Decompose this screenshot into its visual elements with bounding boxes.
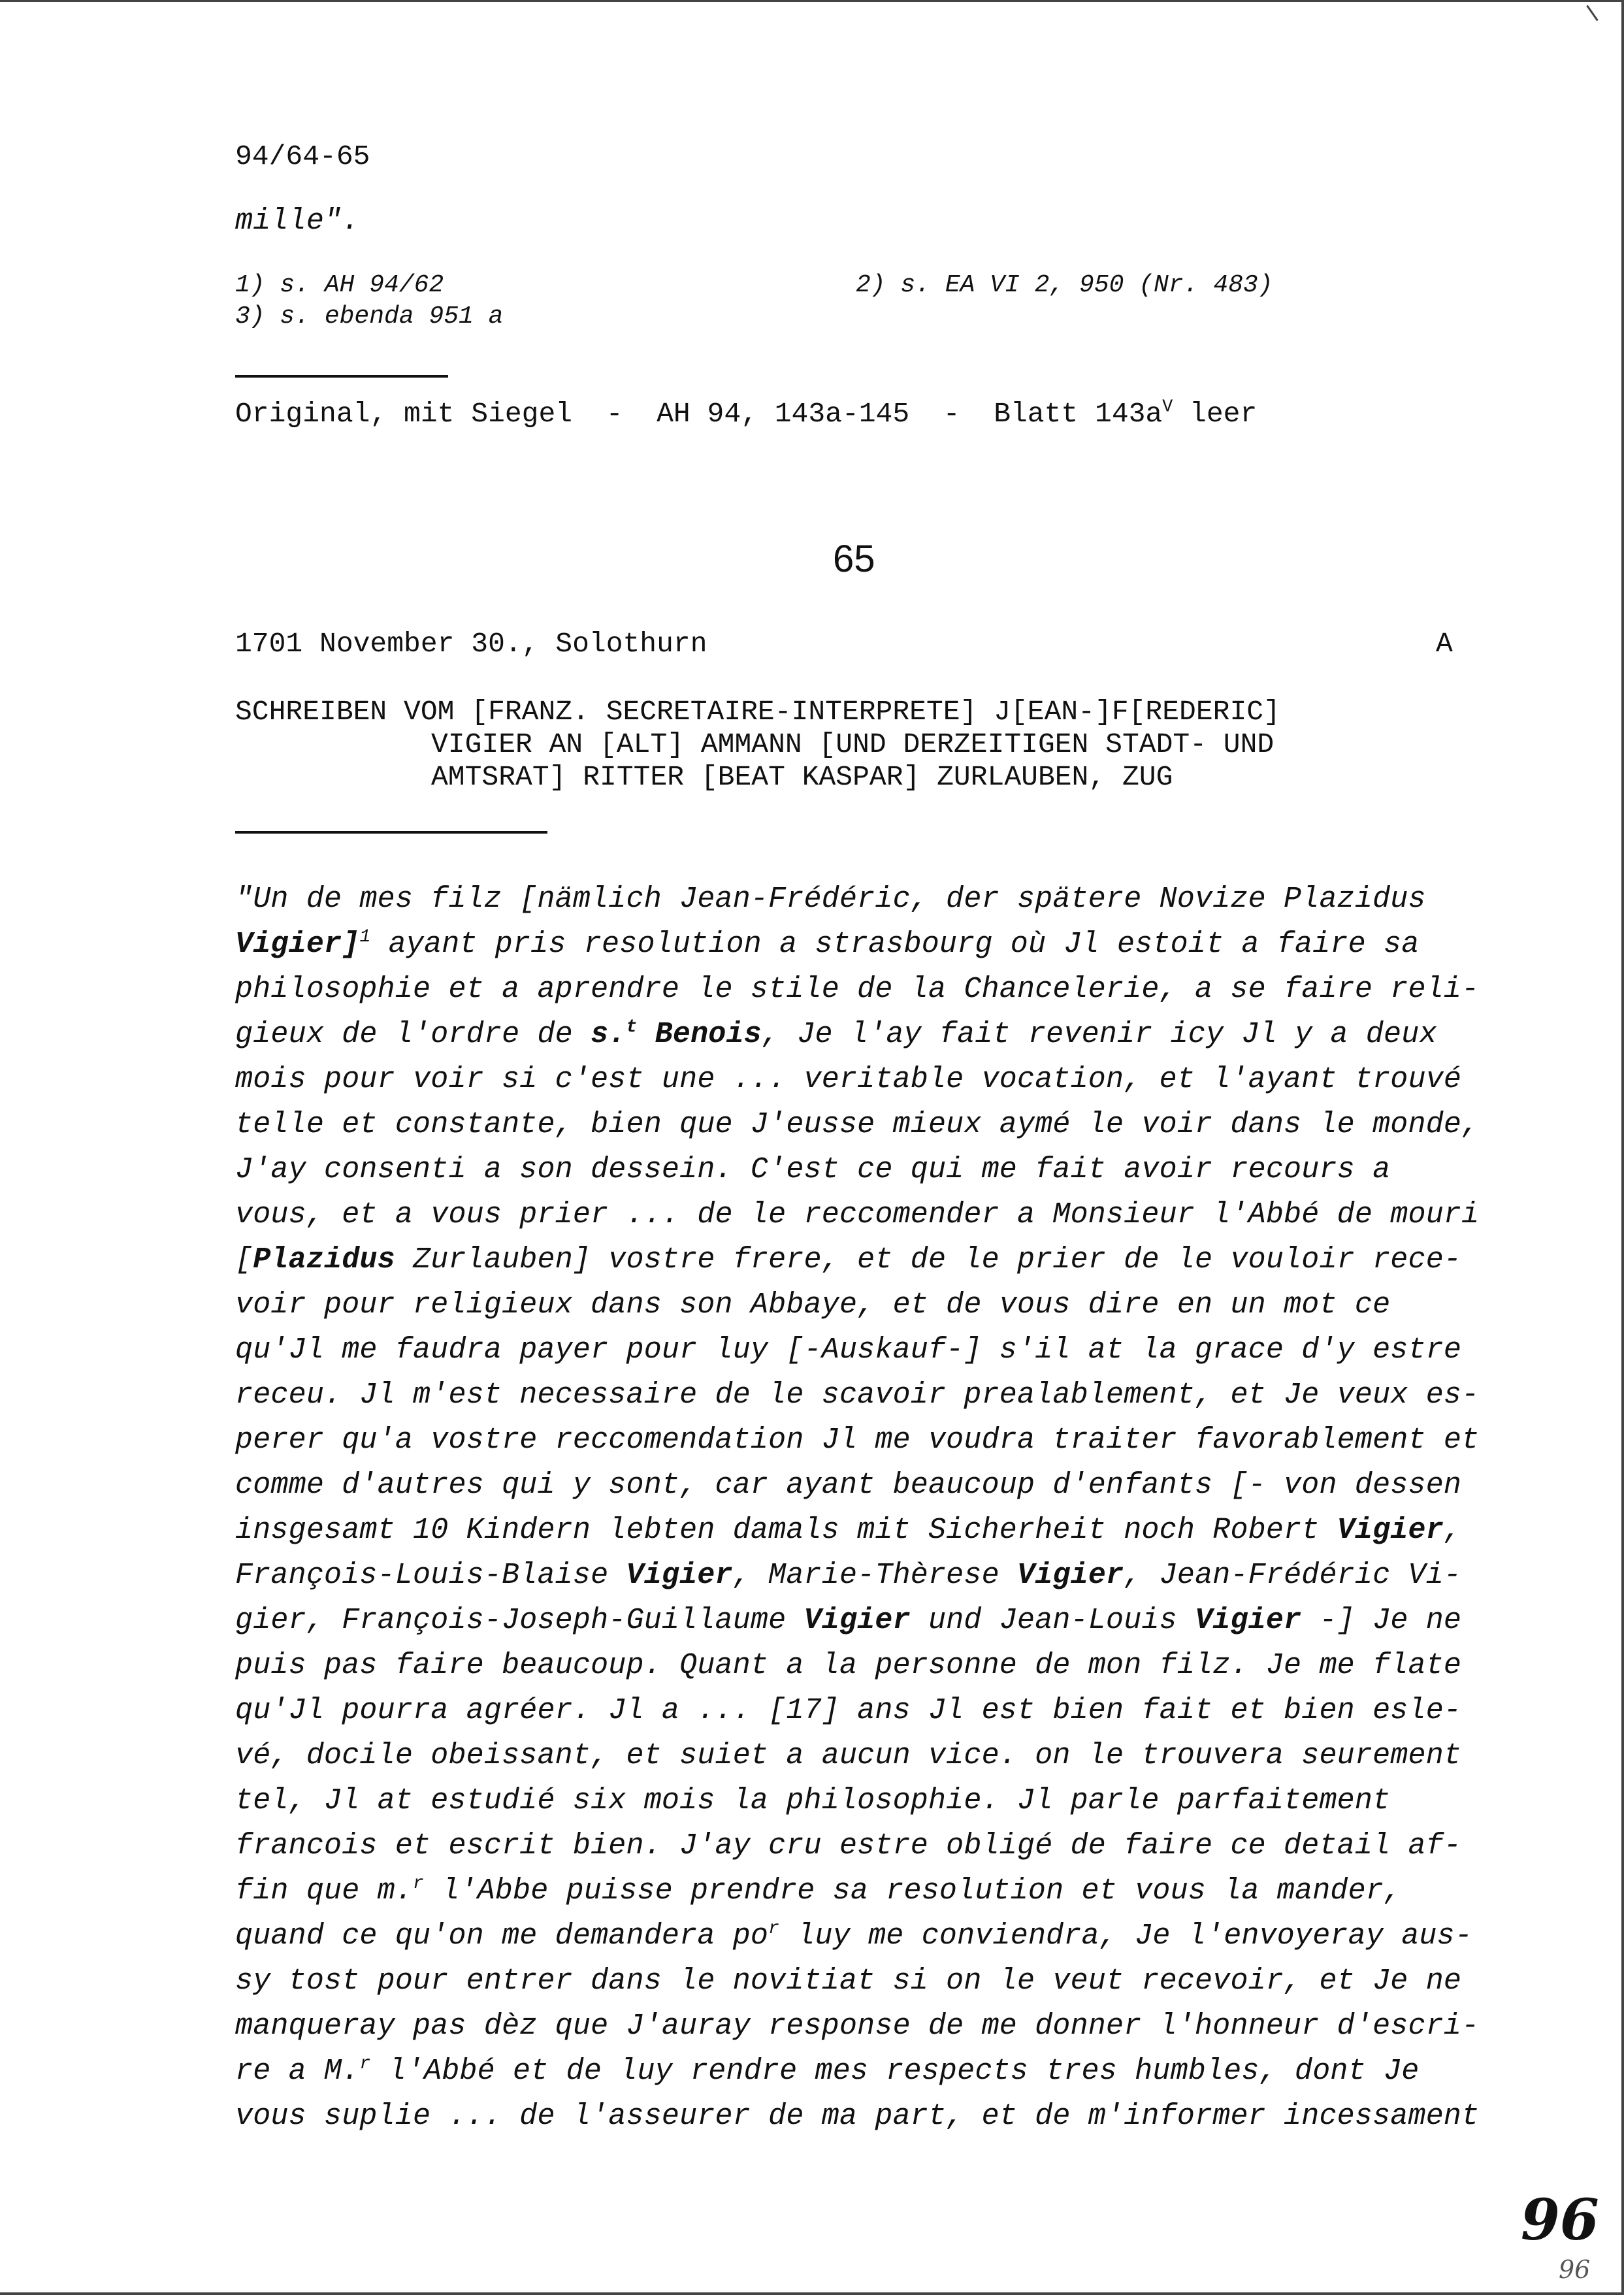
body-line: quand ce qu'on me demandera $po^r$ luy me conviendra, Je l'envoyeray aus- xyxy=(235,1919,1473,1953)
scan-bottom-edge xyxy=(0,2292,1624,2295)
source-note: Original, mit Siegel - AH 94, 143a-145 - Blatt $143a^V$ leer xyxy=(235,397,1258,430)
continuation-text: mille". xyxy=(235,204,360,238)
body-line: manqueray pas dèz que J'auray response de me donner l'honneur d'escri- xyxy=(235,2010,1480,2043)
body-line: qu'Jl pourra agréer. Jl a ... [17] ans Jl est bien fait et bien esle- xyxy=(235,1694,1462,1727)
handwritten-small-number: 96 xyxy=(1559,2255,1591,2284)
body-line: comme d'autres qui y sont, car ayant beaucoup d'enfants [- von dessen xyxy=(235,1469,1462,1502)
scan-corner-mark xyxy=(1586,5,1599,22)
body-line: vous suplie ... de l'asseurer de ma part, et de m'informer incessament xyxy=(235,2100,1480,2133)
title-line-1: SCHREIBEN VOM [FRANZ. SECRETAIRE-INTERPRETE] J[EAN-]F[REDERIC] xyxy=(235,696,1280,728)
handwritten-page-number: 96 xyxy=(1521,2187,1599,2253)
body-line: tel, Jl at estudié six mois la philosophie. Jl parle parfaitement xyxy=(235,1784,1391,1817)
doc-reference: 94/64-65 xyxy=(235,140,370,172)
body-line: mois pour voir si c'est une ... veritable vocation, et l'ayant trouvé xyxy=(235,1063,1462,1096)
date-place: 1701 November 30., Solothurn xyxy=(235,628,707,660)
body-line: qu'Jl me faudra payer pour luy [-Auskauf-] s'il at la grace d'y estre xyxy=(235,1333,1462,1367)
body-line: gieux de l'ordre de s.$^t$ Benois, Je l'ay fait revenir icy Jl y a deux xyxy=(235,1017,1437,1051)
title-line-3: AMTSRAT] RITTER [BEAT KASPAR] ZURLAUBEN, ZUG xyxy=(431,761,1173,793)
category-letter: A xyxy=(1436,628,1453,660)
body-line: voir pour religieux dans son Abbaye, et de vous dire en un mot ce xyxy=(235,1288,1391,1322)
body-line: "Un de mes filz [nämlich Jean-Frédéric, der spätere Novize Plazidus xyxy=(235,883,1426,916)
body-line: Vigier]$^1$ ayant pris resolution a strasbourg où Jl estoit a faire sa xyxy=(235,927,1420,961)
body-line: re a M.$^r$ l'Abbé et de luy rendre mes respects tres humbles, dont Je xyxy=(235,2054,1420,2088)
body-line: vous, et a vous prier ... de le reccomender a Monsieur l'Abbé de mouri xyxy=(235,1198,1480,1231)
title-line-2: VIGIER AN [ALT] AMMANN [UND DERZEITIGEN STADT- UND xyxy=(431,728,1275,760)
body-line: [Plazidus Zurlauben] vostre frere, et de le prier de le vouloir rece- xyxy=(235,1243,1462,1277)
scan-right-edge xyxy=(1621,0,1624,2295)
footnote-1: 1) s. AH 94/62 xyxy=(235,271,444,299)
scan-top-edge xyxy=(0,0,1624,2)
body-line: telle et constante, bien que J'eusse mieux aymé le voir dans le monde, xyxy=(235,1108,1480,1141)
footnote-3: 3) s. ebenda 951 a xyxy=(235,302,504,331)
body-line: receu. Jl m'est necessaire de le scavoir prealablement, et Je veux es- xyxy=(235,1378,1480,1412)
body-line: François-Louis-Blaise Vigier, Marie-Thèrese Vigier, Jean-Frédéric Vi- xyxy=(235,1559,1462,1592)
body-line: vé, docile obeissant, et suiet a aucun vice. on le trouvera seurement xyxy=(235,1739,1462,1772)
body-line: philosophie et a aprendre le stile de la Chancelerie, a se faire reli- xyxy=(235,973,1480,1006)
body-line: fin que m.$^r$ l'Abbe puisse prendre sa resolution et vous la mander, xyxy=(235,1874,1402,1908)
body-line: puis pas faire beaucoup. Quant a la personne de mon filz. Je me flate xyxy=(235,1649,1462,1682)
body-line: francois et escrit bien. J'ay cru estre obligé de faire ce detail af- xyxy=(235,1829,1462,1863)
footnote-rule xyxy=(235,375,448,378)
body-line: perer qu'a vostre reccomendation Jl me voudra traiter favorablement et xyxy=(235,1424,1480,1457)
body-line: sy tost pour entrer dans le novitiat si on le veut recevoir, et Je ne xyxy=(235,1964,1462,1998)
body-line: gier, François-Joseph-Guillaume Vigier und Jean-Louis Vigier -] Je ne xyxy=(235,1604,1462,1637)
body-line: J'ay consenti a son dessein. C'est ce qui me fait avoir recours a xyxy=(235,1153,1391,1186)
body-line: insgesamt 10 Kindern lebten damals mit Sicherheit noch Robert Vigier, xyxy=(235,1514,1462,1547)
document-number: 65 xyxy=(833,538,875,580)
footnote-2: 2) s. EA VI 2, 950 (Nr. 483) xyxy=(856,271,1273,299)
title-rule xyxy=(235,831,547,834)
